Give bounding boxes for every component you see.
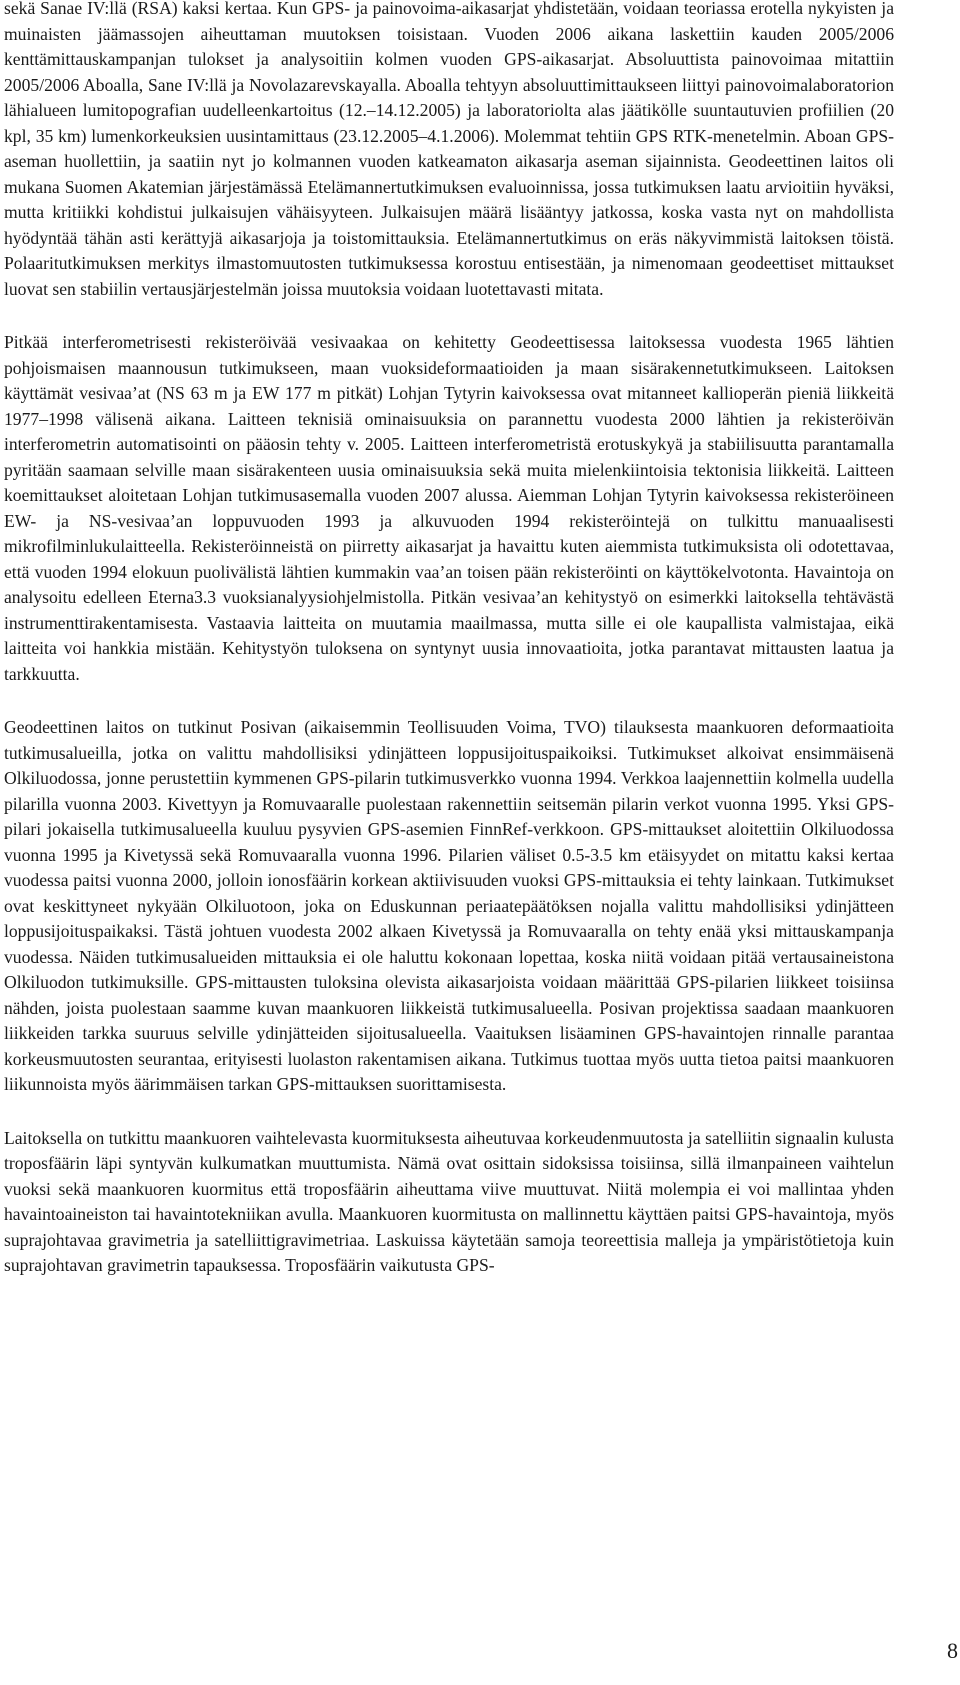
paragraph-gap xyxy=(4,687,894,715)
paragraph-antarctic-research: sekä Sanae IV:llä (RSA) kaksi kertaa. Kun GPS- ja painovoima-aikasarjat yhdistetään, voidaan teoriassa erotella nykyisten ja muinaisten jäämassojen aiheuttaman muutoksen toisistaan. Vuoden 2006 aikana laskettiin kauden 2005/2006 kenttämittauskampanjan tulokset ja analysoitiin kolmen vuoden GPS-aikasarjat. Absoluuttista painovoimaa mitattiin 2005/2006 Aboalla, Sane IV:llä ja Novolazarevskayalla. Aboalla tehtyyn absoluuttimittaukseen liittyi painovoimalaboratorion lähialueen lumitopografian uudelleenkartoitus (12.–14.12.2005) ja laboratoriolta alas jäätikölle suuntautuvien profiilien (20 kpl, 35 km) lumenkorkeuksien uusintamittaus (23.12.2005–4.1.2006). Molemmat tehtiin GPS RTK-menetelmin. Aboan GPS-aseman huollettiin, ja saatiin nyt jo kolmannen vuoden katkeamaton aikasarja aseman sijainnista. Geodeettinen laitos oli mukana Suomen Akatemian järjestämässä Etelämannertutkimuksen evaluoinnissa, jossa tutkimuksen laatu arvioitiin hyväksi, mutta kritiikki kohdistui julkaisujen vähäisyyteen. Julkaisujen määrä lisääntyy jatkossa, koska vasta nyt on mahdollista hyödyntää tähän asti kerättyjä aikasarjoja ja toistomittauksia. Etelämannertutkimus on eräs näkyvimmistä laitoksen töistä. Polaaritutkimuksen merkitys ilmastomuutosten tutkimuksessa korostuu entisestään, ja nimenomaan geodeettiset mittaukset luovat sen stabiilin vertausjärjestelmän joissa muutoksia voidaan luotettavasti mitata. xyxy=(4,0,894,299)
paragraph-water-tube-tiltmeter: Pitkää interferometrisesti rekisteröivää vesivaakaa on kehitetty Geodeettisessa laitoksessa vuodesta 1965 lähtien pohjoismaisen maannousun tutkimukseen, maan vuoksideformaatioiden ja maan sisärakennetutkimukseen. Laitoksen käyttämät vesivaa’at (NS 63 m ja EW 177 m pitkät) Lohjan Tytyrin kaivoksessa ovat mitanneet kallioperän pieniä liikkeitä 1977–1998 välisenä aikana. Laitteen teknisiä ominaisuuksia on parannettu vuodesta 2000 lähtien ja rekisteröivän interferometrin automatisointi on pääosin tehty v. 2005. Laitteen interferometristä erotuskykyä ja stabiilisuutta parantamalla pyritään saamaan selville maan sisärakenteen uusia ominaisuuksia sekä muita mielenkiintoisia tektonisia liikkeitä. Laitteen koemittaukset aloitetaan Lohjan tutkimusasemalla vuoden 2007 alussa. Aiemman Lohjan Tytyrin kaivoksessa rekisteröineen EW- ja NS-vesivaa’an loppuvuoden 1993 ja alkuvuoden 1994 rekisteröintejä on tulkittu manuaalisesti mikrofilminlukulaitteella. Rekisteröinneistä on piirretty aikasarjat ja havaittu kuten aiemmista tutkimuksista oli odotettavaa, että vuoden 1994 elokuun puolivälistä lähtien kummakin vaa’an toisen pään rekisteröinti on käyttökelvotonta. Havaintoja on analysoitu edelleen Eterna3.3 vuoksianalyysiohjelmistolla. Pitkän vesivaa’an kehitystyö on esimerkki laitoksella tehtävästä instrumenttirakentamisesta. Vastaavia laitteita on muutamia maailmassa, mutta sille ei ole kaupallista valmistajaa, eikä laitteita voi hankkia mistään. Kehitystyön tuloksena on syntynyt uusia innovaatioita, jotka parantavat mittausten laatua ja tarkkuutta. xyxy=(4,332,894,684)
document-page xyxy=(4,0,894,1279)
paragraph-gap xyxy=(4,1098,894,1126)
paragraph-crustal-loading: Laitoksella on tutkittu maankuoren vaihtelevasta kuormituksesta aiheutuvaa korkeudenmuutosta ja satelliitin signaalin kulusta troposfäärin läpi syntyvän kulkumatkan muuttumista. Nämä ovat osittain sidoksissa toisiinsa, sillä ilmanpaineen vaihtelun vuoksi sekä maankuoren kuormitus että troposfäärin aiheuttama viive muuttuvat. Niitä molempia ei voi mallintaa yhden havaintoaineiston tai havaintotekniikan avulla. Maankuoren kuormitusta on mallinnettu käyttäen paitsi GPS-havaintoja, myös suprajohtavaa gravimetria ja satelliittigravimetriaa. Laskuissa käytetään samoja teoreettisia malleja ja ympäristötietoja kuin suprajohtavan gravimetrin tapauksessa. Troposfäärin vaikutusta GPS- xyxy=(4,1127,894,1275)
paragraph-posiva-deformation: Geodeettinen laitos on tutkinut Posivan (aikaisemmin Teollisuuden Voima, TVO) tilauksesta maankuoren deformaatioita tutkimusalueilla, jotka on valittu mahdollisiksi ydinjätteen loppusijoituspaikoiksi. Tutkimukset alkoivat ensimmäisenä Olkiluodossa, jonne perustettiin kymmenen GPS-pilarin tutkimusverkko vuonna 1994. Verkkoa laajennettiin kolmella uudella pilarilla vuonna 2003. Kivettyyn ja Romuvaaralle puolestaan rakennettiin seitsemän pilarin verkot vuonna 1995. Yksi GPS-pilari jokaisella tutkimusalueella kuuluu pysyvien GPS-asemien FinnRef-verkkoon. GPS-mittaukset aloitettiin Olkiluodossa vuonna 1995 ja Kivetyssä sekä Romuvaaralla vuonna 1996. Pilarien väliset 0.5-3.5 km etäisyydet on mitattu kaksi kertaa vuodessa paitsi vuonna 2000, jolloin ionosfäärin korkean aktiivisuuden vuoksi GPS-mittauksia ei tehty lainkaan. Tutkimukset ovat keskittyneet nykyään Olkiluotoon, joka on Eduskunnan periaatepäätöksen nojalla valittu mahdollisiksi ydinjätteen loppusijoituspaikaksi. Tästä johtuen vuodesta 2002 alkaen Kivetyssä ja Romuvaaralla on tehty enää yksi mittauskampanja vuodessa. Näiden tutkimusalueiden mittauksia ei ole haluttu kokonaan lopettaa, koska niitä voidaan pitää vertausaineistona Olkiluodon tutkimuksille. GPS-mittausten tuloksina olevista aikasarjoista voidaan määrittää GPS-pilarien liikkeet toisiinsa nähden, joista puolestaan saamme kuvan maankuoren liikkeistä tutkimusalueella. Posivan projektissa saadaan maankuoren liikkeiden tarkka suuruus selville ydinjätteiden sijoitusalueella. Vaaituksen lisäaminen GPS-havaintojen rinnalle parantaa korkeusmuutosten seurantaa, erityisesti luolaston rakentamisen aikana. Tutkimus tuottaa myös uutta tietoa paitsi maankuoren liikunnoista myös äärimmäisen tarkan GPS-mittauksen suorittamisesta. xyxy=(4,717,894,1094)
page-number: 8 xyxy=(947,1638,958,1663)
paragraph-gap xyxy=(4,302,894,330)
